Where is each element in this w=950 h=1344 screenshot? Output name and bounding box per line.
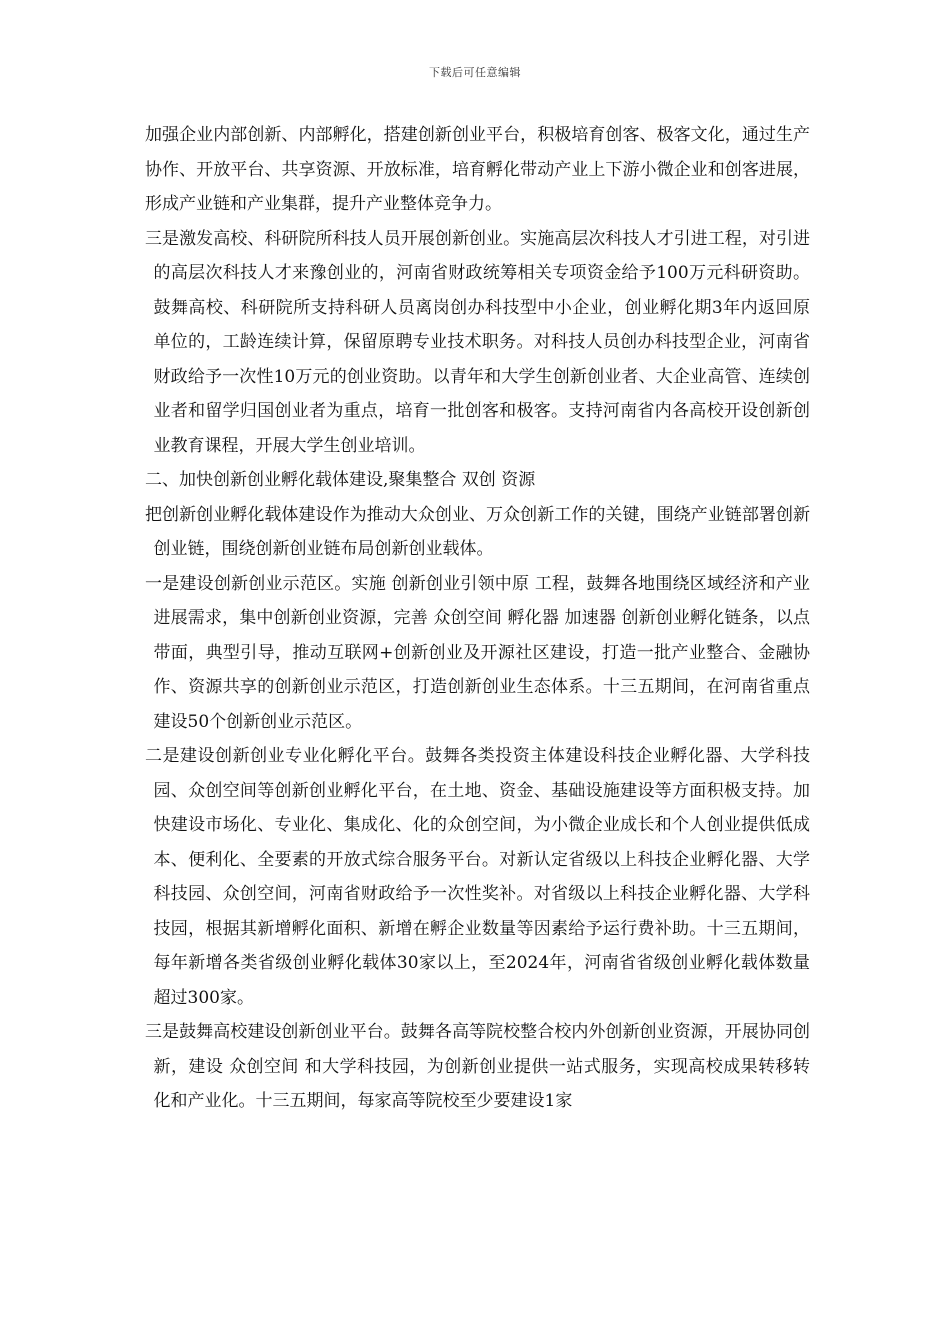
paragraph-6: 三是鼓舞高校建设创新创业平台。鼓舞各高等院校整合校内外创新创业资源，开展协同创新，建设 众创空间 和大学科技园，为创新创业提供一站式服务，实现高校成果转移转化和产业化。十三五期间，每家高等院校至少要建设1家 [145,1022,810,1111]
paragraph-4: 一是建设创新创业示范区。实施 创新创业引领中原 工程，鼓舞各地围绕区域经济和产业进展需求，集中创新创业资源，完善 众创空间 孵化器 加速器 创新创业孵化链条，以点带面，典型引导，推动互联网+创新创业及开源社区建设，打造一批产业整合、金融协作、资源共享的创新创业示范区，打造创新创业生态体系。十三五期间，在河南省重点建设50个创新创业示范区。 [145,573,810,732]
section-heading: 二、加快创新创业孵化载体建设,聚集整合 双创 资源 [145,470,536,490]
page-header: 下载后可任意编辑 [429,66,521,79]
paragraph-2: 三是激发高校、科研院所科技人员开展创新创业。实施高层次科技人才引进工程，对引进的高层次科技人才来豫创业的，河南省财政统筹相关专项资金给予100万元科研资助。鼓舞高校、科研院所支持科研人员离岗创办科技型中小企业，创业孵化期3年内返回原单位的，工龄连续计算，保留原聘专业技术职务。对科技人员创办科技型企业，河南省财政给予一次性10万元的创业资助。以青年和大学生创新创业者、大企业高管、连续创业者和留学归国创业者为重点，培育一批创客和极客。支持河南省内各高校开设创新创业教育课程，开展大学生创业培训。 [145,228,810,456]
document-body [145,118,810,1119]
paragraph-1: 加强企业内部创新、内部孵化，搭建创新创业平台，积极培育创客、极客文化，通过生产协作、开放平台、共享资源、开放标准，培育孵化带动产业上下游小微企业和创客进展，形成产业链和产业集群，提升产业整体竞争力。 [145,125,810,214]
paragraph-3: 把创新创业孵化载体建设作为推动大众创业、万众创新工作的关键，围绕产业链部署创新创业链，围绕创新创业链布局创新创业载体。 [145,504,810,559]
paragraph-5: 二是建设创新创业专业化孵化平台。鼓舞各类投资主体建设科技企业孵化器、大学科技园、众创空间等创新创业孵化平台，在土地、资金、基础设施建设等方面积极支持。加快建设市场化、专业化、集成化、化的众创空间，为小微企业成长和个人创业提供低成本、便利化、全要素的开放式综合服务平台。对新认定省级以上科技企业孵化器、大学科技园、众创空间，河南省财政给予一次性奖补。对省级以上科技企业孵化器、大学科技园，根据其新增孵化面积、新增在孵企业数量等因素给予运行费补助。十三五期间，每年新增各类省级创业孵化载体30家以上，至2024年，河南省省级创业孵化载体数量超过300家。 [145,746,810,1008]
